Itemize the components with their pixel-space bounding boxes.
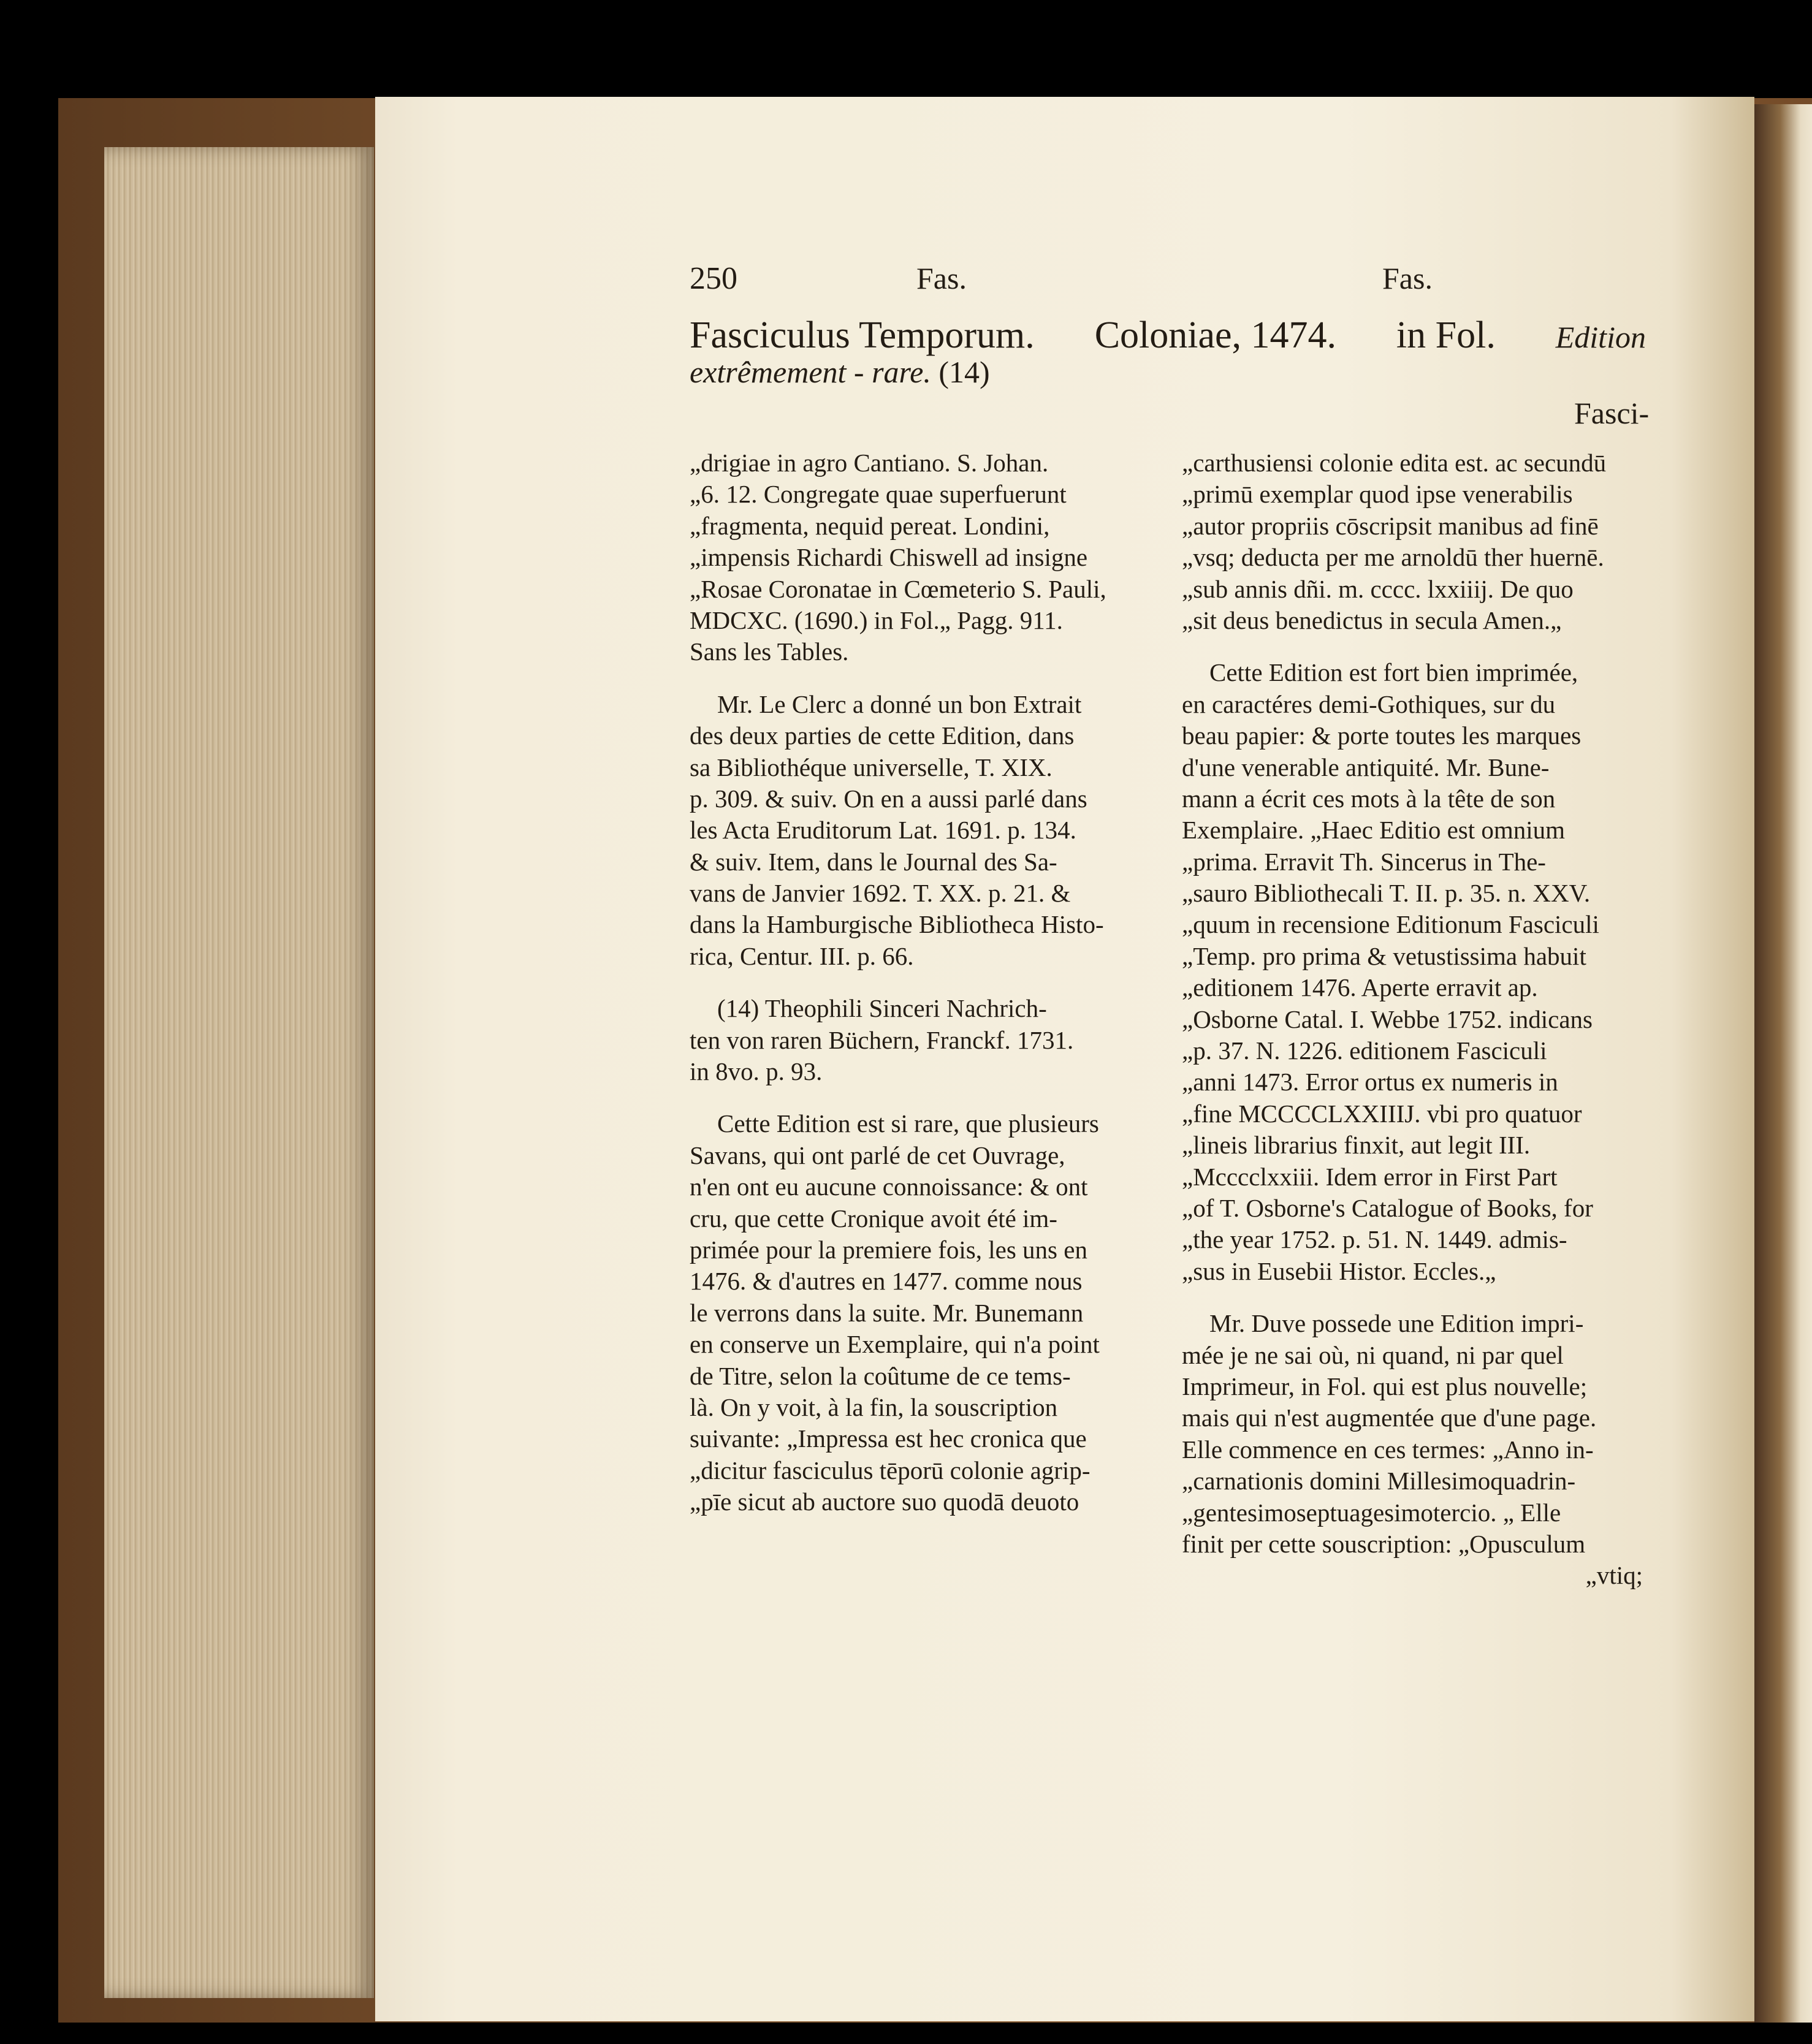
text-line: „Temp. pro prima & vetustissima habuit [1182,941,1586,970]
entry-rarity: extrêmement - rare. [690,355,931,389]
text-line: là. On y voit, à la fin, la souscription [690,1392,1058,1421]
text-line: primée pour la premiere fois, les uns en [690,1235,1087,1264]
text-line: suivante: „Impressa est hec cronica que [690,1424,1087,1453]
text-line: „gentesimoseptuagesimotercio. „ Elle [1182,1498,1561,1527]
footnote-ref: (14) [938,355,990,389]
entry-title-part: Edition [1555,320,1646,354]
text-line: Cette Edition est fort bien imprimée, [1209,658,1578,687]
text-line: Exemplaire. „Haec Editio est omnium [1182,816,1566,845]
text-line: mée je ne sai où, ni quand, ni par quel [1182,1340,1564,1369]
text-line: „lineis librarius finxit, aut legit III. [1182,1131,1531,1160]
text-line: des deux parties de cette Edition, dans [690,721,1075,750]
entry-subtitle [690,354,990,390]
text-line: „Rosae Coronatae in Cœmeterio S. Pauli, [690,574,1106,603]
text-line: „p. 37. N. 1226. editionem Fasciculi [1182,1036,1547,1065]
text-line: Savans, qui ont parlé de cet Ouvrage, [690,1141,1065,1169]
text-line: sa Bibliothéque universelle, T. XIX. [690,753,1053,781]
entry-title-part: in Fol. [1396,314,1496,356]
text-line: p. 309. & suiv. On en a aussi parlé dans [690,784,1087,813]
text-line: beau papier: & porte toutes les marques [1182,721,1582,750]
text-line: cru, que cette Cronique avoit été im- [690,1204,1057,1233]
text-line: Mr. Le Clerc a donné un bon Extrait [717,690,1082,718]
text-line: „6. 12. Congregate quae superfuerunt [690,480,1067,509]
entry-title-part: Coloniae, 1474. [1094,314,1337,356]
text-line: „autor propriis cōscripsit manibus ad finē [1182,511,1599,540]
text-line: „drigiae in agro Cantiano. S. Johan. [690,449,1049,477]
text-line: „impensis Richardi Chiswell ad insigne [690,543,1088,572]
text-line: les Acta Eruditorum Lat. 1691. p. 134. [690,816,1076,845]
footnote-line: in 8vo. p. 93. [690,1057,823,1086]
text-line: Elle commence en ces termes: „Anno in- [1182,1435,1594,1464]
text-line: „the year 1752. p. 51. N. 1449. admis- [1182,1225,1567,1254]
text-line: „carthusiensi colonie edita est. ac secundū [1182,449,1607,477]
text-line: & suiv. Item, dans le Journal des Sa- [690,847,1057,876]
text-line: Imprimeur, in Fol. qui est plus nouvelle; [1182,1372,1588,1400]
text-line: mais qui n'est augmentée que d'une page. [1182,1404,1597,1432]
text-line: „sauro Bibliothecali T. II. p. 35. n. XXV. [1182,879,1591,908]
catchword-bottom: „vtiq; [1585,1561,1643,1590]
running-head-left: Fas. [916,261,967,295]
left-column [690,447,1151,1518]
text-line: „sus in Eusebii Histor. Eccles.„ [1182,1256,1496,1285]
footnote-line: (14) Theophili Sinceri Nachrich- [717,994,1047,1023]
text-line: Sans les Tables. [690,637,849,666]
text-line: de Titre, selon la coûtume de ce tems- [690,1361,1071,1390]
text-line: finit per cette souscription: „Opusculum [1182,1529,1586,1558]
right-column [1182,447,1643,1592]
text-line: en caractéres demi-Gothiques, sur du [1182,690,1556,718]
text-line: d'une venerable antiquité. Mr. Bune- [1182,753,1550,781]
text-line: „primū exemplar quod ipse venerabilis [1182,480,1573,509]
text-line: „quum in recensione Editionum Fasciculi [1182,910,1599,939]
text-line: n'en ont eu aucune connoissance: & ont [690,1172,1088,1201]
text-line: en conserve un Exemplaire, qui n'a point [690,1330,1100,1359]
text-line: „prima. Erravit Th. Sincerus in The- [1182,847,1546,876]
text-line: „pīe sicut ab auctore suo quodā deuoto [690,1487,1079,1516]
page-number: 250 [690,261,737,296]
text-line: „Mcccclxxiii. Idem error in First Part [1182,1162,1558,1191]
text-line: „sit deus benedictus in secula Amen.„ [1182,606,1562,634]
entry-title [690,314,1646,357]
entry-title-part: Fasciculus Temporum. [690,314,1035,356]
text-line: Mr. Duve possede une Edition impri- [1209,1309,1584,1338]
text-line: „fragmenta, nequid pereat. Londini, [690,511,1050,540]
text-line: „sub annis dñi. m. cccc. lxxiiij. De quo [1182,574,1574,603]
text-line: „vsq; deducta per me arnoldū ther huernē. [1182,543,1604,572]
text-line: vans de Janvier 1692. T. XX. p. 21. & [690,879,1071,908]
text-line: MDCXC. (1690.) in Fol.„ Pagg. 911. [690,606,1063,634]
text-line: Cette Edition est si rare, que plusieurs [717,1109,1099,1138]
text-line: „Osborne Catal. I. Webbe 1752. indicans [1182,1005,1593,1033]
text-line: 1476. & d'autres en 1477. comme nous [690,1267,1083,1296]
text-line: „dicitur fasciculus tēporū colonie agrip- [690,1456,1091,1484]
catchword-top: Fasci- [1574,396,1650,430]
text-line: „of T. Osborne's Catalogue of Books, for [1182,1193,1593,1222]
text-line: le verrons dans la suite. Mr. Bunemann [690,1298,1084,1327]
text-line: „anni 1473. Error ortus ex numeris in [1182,1068,1558,1096]
text-line: „carnationis domini Millesimoquadrin- [1182,1467,1576,1495]
text-line: „editionem 1476. Aperte erravit ap. [1182,973,1538,1002]
text-line: dans la Hamburgische Bibliotheca Histo- [690,910,1104,939]
footnote-line: ten von raren Büchern, Franckf. 1731. [690,1025,1074,1054]
text-line: mann a écrit ces mots à la tête de son [1182,784,1556,813]
text-line: „fine MCCCCLXXIIIJ. vbi pro quatuor [1182,1099,1582,1128]
book-fore-edge [104,147,374,1998]
running-head-right: Fas. [1382,261,1433,295]
facing-page-gutter [1754,104,1812,2023]
text-line: rica, Centur. III. p. 66. [690,941,914,970]
